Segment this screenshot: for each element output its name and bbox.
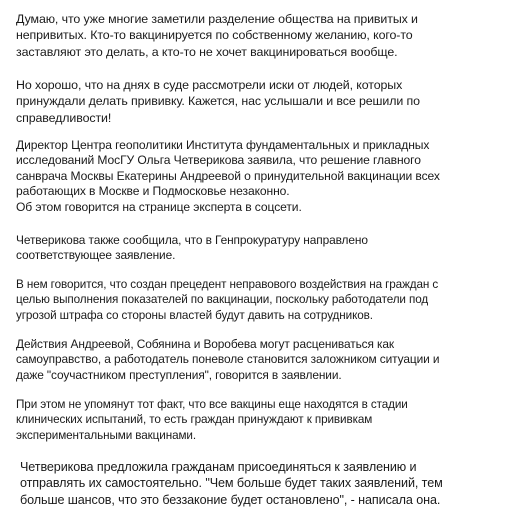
- paragraph-4: Четверикова также сообщила, что в Генпрокуратуру направлено соответствующее заявление.: [16, 233, 368, 263]
- paragraph-8: Четверикова предложила гражданам присоединяться к заявлению и отправлять их самостоятельно. "Чем больше будет таких заявлений, тем больше шансов, что это беззаконие будет остановлено", - написала она.: [20, 460, 443, 507]
- paragraph-2: Но хорошо, что на днях в суде рассмотрели иски от людей, которых принуждали делать прививку. Кажется, нас услышали и все решили по справедливости!: [16, 78, 420, 125]
- paragraph-6: Действия Андреевой, Собянина и Воробева могут расцениваться как самоуправство, а работодатель поневоле становится заложником ситуации и даже "соучастником преступления", говорится в заявлении.: [16, 337, 440, 382]
- paragraph-5: В нем говорится, что создан прецедент неправового воздействия на граждан с целью выполнения показателей по вакцинации, поскольку работодатели под угрозой штрафа со стороны властей будут давить на сотрудников.: [16, 278, 439, 322]
- paragraph-7: При этом не упомянут тот факт, что все вакцины еще находятся в стадии клинических испытаний, то есть граждан принуждают к прививкам экспериментальными вакцинами.: [16, 398, 408, 442]
- paragraph-3: Директор Центра геополитики Института фундаментальных и прикладных исследований МосГУ Ольга Четверикова заявила, что решение главного санврача Москвы Екатерины Андреевой о принудительной вакцинации всех работающих в Москве и Подмосковье незаконно. Об этом говорится на странице эксперта в соцсети.: [16, 138, 440, 214]
- paragraph-1: Думаю, что уже многие заметили разделение общества на привитых и непривитых. Кто-то вакцинируется по собственному желанию, кого-то заставляют это делать, а кто-то не хочет вакцинироваться вообще.: [16, 12, 418, 59]
